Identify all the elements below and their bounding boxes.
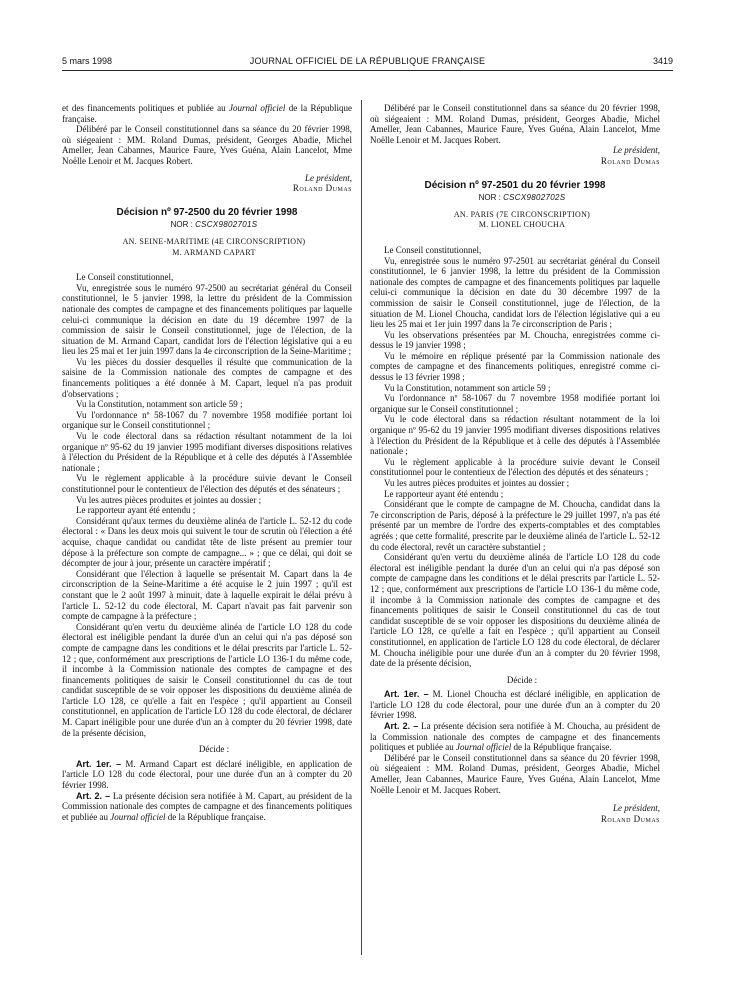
left-district: AN. SEINE-MARITIME (4E CIRCONSCRIPTION) [122, 236, 306, 246]
left-body-paragraph: Vu, enregistrée sous le numéro 97-2500 au secrétariat général du Conseil constitutionnel, le 5 janvier 1998, la lettre du président de la Commission nationale des comptes de campagne et des financements politiques par laquelle celui-ci communique la décision en date du 19 décembre 1997 de la commission de saisir le Conseil constitutionnel, juge de l'élection, de la situation de M. Armand Capart, candidat lors de l'élection législative qui a eu lieu les 25 mai et 1er juin 1997 dans la 4e circonscription de la Seine-Maritime ; [62, 282, 352, 357]
header-journal-title: JOURNAL OFFICIEL DE LA RÉPUBLIQUE FRANÇAISE [249, 56, 486, 66]
right-signature-2-title: Le président, [613, 803, 660, 814]
running-header [62, 56, 673, 70]
right-body-paragraph: Vu les observations présentées par M. Choucha, enregistrées comme ci-dessus le 19 janvier 1998 ; [370, 329, 660, 351]
right-decision-title: Décision nº 97-2501 du 20 février 1998 [424, 179, 606, 191]
right-deliberation: Délibéré par le Conseil constitutionnel dans sa séance du 20 février 1998, où siégeaient : MM. Roland Dumas, président, Georges Abadie, Michel Ameller, Jean Cabannes, Maurice Faure, Yves Guéna, Alain Lancelot, Mme Noëlle Lenoir et M. Jacques Robert. [370, 103, 660, 145]
right-body [370, 245, 660, 669]
left-article-2-label: Art. 2. – [76, 790, 111, 801]
right-article-2 [370, 721, 660, 753]
right-article-2-end: de la République française. [511, 742, 612, 753]
left-intro-end: de la République française. [62, 103, 352, 124]
left-body [62, 272, 352, 738]
left-person: M. ARMAND CAPART [172, 247, 256, 257]
left-body-paragraph: Considérant que l'élection à laquelle se présentait M. Capart dans la 4e circonscription de la Seine-Maritime a été acquise le 2 juin 1997 ; qu'il est constant que le 2 août 1997 à minuit, date à laquelle expirait le délai prévu à l'article L. 52-12 du code électoral, M. Capart n'avait pas fait parvenir son compte de campagne à la préfecture ; [62, 568, 352, 622]
left-article-1 [62, 759, 352, 791]
right-body-paragraph: Le rapporteur ayant été entendu ; [384, 488, 504, 499]
right-article-1-text: M. Lionel Choucha est déclaré inéligible, en application de l'article LO 128 du code électoral, pour une durée d'un an à compter du 20 février 1998. [370, 689, 660, 721]
left-decision-title: Décision nº 97-2500 du 20 février 1998 [116, 206, 298, 218]
left-body-paragraph: Considérant qu'en vertu du deuxième alinéa de l'article LO 128 du code électoral est inéligible pendant la durée d'un an celui qui n'a pas déposé son compte de campagne dans les conditions et le délai prescrits par l'article L. 52-12 ; que, conformément aux prescriptions de l'article LO 136-1 du même code, il incombe à la Commission nationale des comptes de campagne et des financements politiques de saisir le Conseil constitutionnel du cas de tout candidat susceptible de se voir opposer les dispositions du deuxième alinéa de l'article LO 128, ce qu'elle a fait en l'espèce ; qu'il appartient au Conseil constitutionnel, en application de l'article LO 128 du code électoral, de déclarer M. Capart inéligible pour une durée d'un an à compter du 20 février 1998, date de la présente décision, [62, 621, 352, 738]
header-rule [62, 70, 673, 71]
header-date: 5 mars 1998 [62, 56, 113, 66]
right-district: AN. PARIS (7E CIRCONSCRIPTION) [453, 209, 591, 219]
right-article-1 [370, 689, 660, 721]
left-body-paragraph: Le Conseil constitutionnel, [76, 272, 174, 283]
right-signature-title: Le président, [613, 145, 660, 156]
right-body-paragraph: Vu le mémoire en réplique présenté par la Commission nationale des comptes de campagne et des financements politiques, enregistré comme ci-dessus le 13 février 1998 ; [370, 350, 660, 383]
left-intro-journal: Journal officiel [229, 103, 286, 113]
right-body-paragraph: Le Conseil constitutionnel, [384, 244, 482, 255]
header-page-number: 3419 [652, 56, 673, 66]
left-body-paragraph: Vu le code électoral dans sa rédaction résultant notamment de la loi organique nº 95-62 du 19 janvier 1995 modifiant diverses dispositions relatives à l'élection du Président de la République et à celle des députés à l'Assemblée nationale ; [62, 431, 352, 473]
right-article-1-label: Art. 1er. – [384, 689, 429, 700]
left-nor-label: NOR : [170, 220, 196, 230]
column-separator [361, 100, 362, 955]
right-decide: Décide : [506, 674, 538, 685]
left-body-paragraph: Vu le règlement applicable à la procédure suivie devant le Conseil constitutionnel pour le contentieux de l'élection des députés et des sénateurs ; [62, 473, 352, 494]
right-body-paragraph: Vu l'ordonnance nº 58-1067 du 7 novembre 1958 modifiée portant loi organique sur le Conseil constitutionnel ; [370, 393, 660, 414]
left-signature-title: Le président, [305, 172, 352, 183]
left-article-2 [62, 791, 352, 823]
right-article-2-journal: Journal officiel [455, 742, 512, 753]
left-nor [62, 220, 352, 231]
left-nor-code: CSCX9802701S [195, 220, 258, 230]
left-decide: Décide : [198, 744, 230, 755]
right-body-paragraph: Vu le règlement applicable à la procédure suivie devant le Conseil constitutionnel pour le contentieux de l'élection des députés et des sénateurs ; [370, 456, 660, 478]
left-article-1-label: Art. 1er. – [76, 758, 122, 769]
right-body-paragraph: Considérant qu'en vertu du deuxième alinéa de l'article LO 128 du code électoral est inéligible pendant la durée d'un an celui qui n'a pas déposé son compte de campagne dans les conditions et le délai prescrits par l'article L. 52-12 ; que, conformément aux prescriptions de l'article LO 136-1 du même code, il incombe à la Commission nationale des comptes de campagne et des financements politiques de saisir le Conseil constitutionnel du cas de tout candidat susceptible de se voir opposer les dispositions du deuxième alinéa de l'article LO 128, ce qu'elle a fait en l'espèce ; qu'il appartient au Conseil constitutionnel, en application de l'article LO 128 du code électoral, de déclarer M. Choucha inéligible pour une durée d'un an à compter du 20 février 1998, date de la présente décision, [370, 552, 660, 669]
right-column [370, 103, 660, 824]
left-body-paragraph: Vu les autres pièces produites et jointes au dossier ; [76, 494, 262, 505]
right-nor-code: CSCX9802702S [503, 193, 566, 203]
left-intro-paragraph [62, 103, 352, 124]
left-article-2-text: La présente décision sera notifiée à M. Capart, au président de la Commission nationale des comptes de campagne et des financements politiques et publiée au [62, 790, 353, 822]
right-signature-2-name: Roland Dumas [600, 813, 660, 824]
left-column [62, 103, 352, 822]
left-body-paragraph: Le rapporteur ayant été entendu ; [76, 505, 196, 516]
right-article-2-label: Art. 2. – [384, 721, 419, 732]
right-nor [370, 193, 660, 204]
right-body-paragraph: Vu la Constitution, notamment son article 59 ; [384, 382, 551, 393]
right-article-2-text: La présente décision sera notifiée à M. Choucha, au président de la Commission nationale des comptes de campagne et des financements politiques et publiée au [370, 721, 660, 753]
right-signature-name: Roland Dumas [600, 155, 660, 166]
left-article-2-journal: Journal officiel [110, 811, 166, 822]
left-article-1-text: M. Armand Capart est déclaré inéligible, en application de l'article LO 128 du code électoral, pour une durée d'un an à compter du 20 février 1998. [62, 758, 352, 791]
left-body-paragraph: Vu la Constitution, notamment son article 59 ; [76, 399, 243, 410]
right-person: M. LIONEL CHOUCHA [478, 220, 566, 230]
left-body-paragraph: Considérant qu'aux termes du deuxième alinéa de l'article L. 52-12 du code électoral : « Dans les deux mois qui suivent le tour de scrutin où l'élection a été acquise, chaque candidat ou candidat tête de liste présent au premier tour dépose à la préfecture son compte de campagne... » ; que ce délai, qui doit se décompter de jour à jour, présente un caractère impératif ; [62, 515, 352, 569]
right-deliberation-2: Délibéré par le Conseil constitutionnel dans sa séance du 20 février 1998, où siégeaient : MM. Roland Dumas, président, Georges Abadie, Michel Ameller, Jean Cabannes, Maurice Faure, Yves Guéna, Alain Lancelot, Mme Noëlle Lenoir et M. Jacques Robert. [370, 752, 660, 795]
right-nor-label: NOR : [478, 193, 504, 203]
left-article-2-end: de la République française. [165, 811, 266, 822]
left-body-paragraph: Vu l'ordonnance nº 58-1067 du 7 novembre 1958 modifiée portant loi organique sur le Conseil constitutionnel ; [62, 409, 352, 431]
left-deliberation: Délibéré par le Conseil constitutionnel dans sa séance du 20 février 1998, où siégeaient : MM. Roland Dumas, président, Georges Abadie, Michel Ameller, Jean Cabannes, Maurice Faure, Yves Guéna, Alain Lancelot, Mme Noëlle Lenoir et M. Jacques Robert. [62, 124, 352, 166]
right-body-paragraph: Vu le code électoral dans sa rédaction résultant notamment de la loi organique nº 95-62 du 19 janvier 1995 modifiant diverses dispositions relatives à l'élection du Président de la République et à celle des députés à l'Assemblée nationale ; [370, 414, 660, 457]
right-body-paragraph: Vu, enregistrée sous le numéro 97-2501 au secrétariat général du Conseil constitutionnel, le 6 janvier 1998, la lettre du président de la Commission nationale des comptes de campagne et des financements politiques par laquelle celui-ci communique la décision en date du 30 décembre 1997 de la commission de saisir le Conseil constitutionnel, juge de l'élection, de la situation de M. Lionel Choucha, candidat lors de l'élection législative qui a eu lieu les 25 mai et 1er juin 1997 dans la 7e circonscription de Paris ; [370, 255, 660, 330]
left-body-paragraph: Vu les pièces du dossier desquelles il résulte que communication de la saisine de la Commission nationale des comptes de campagne et des financements politiques a été donnée à M. Capart, lequel n'a pas produit d'observations ; [62, 356, 352, 399]
left-signature-name: Roland Dumas [292, 183, 352, 194]
right-body-paragraph: Vu les autres pièces produites et jointes au dossier ; [384, 478, 570, 488]
left-intro-text: et des financements politiques et publiée au [62, 103, 230, 113]
right-body-paragraph: Considérant que le compte de campagne de M. Choucha, candidat dans la 7e circonscription de Paris, déposé à la préfecture le 29 juillet 1997, n'a pas été présenté par un membre de l'ordre des experts-comptables et des comptables agréés ; que cette formalité, prescrite par le deuxième alinéa de l'article L. 52-12 du code électoral, revêt un caractère substantiel ; [370, 499, 660, 552]
